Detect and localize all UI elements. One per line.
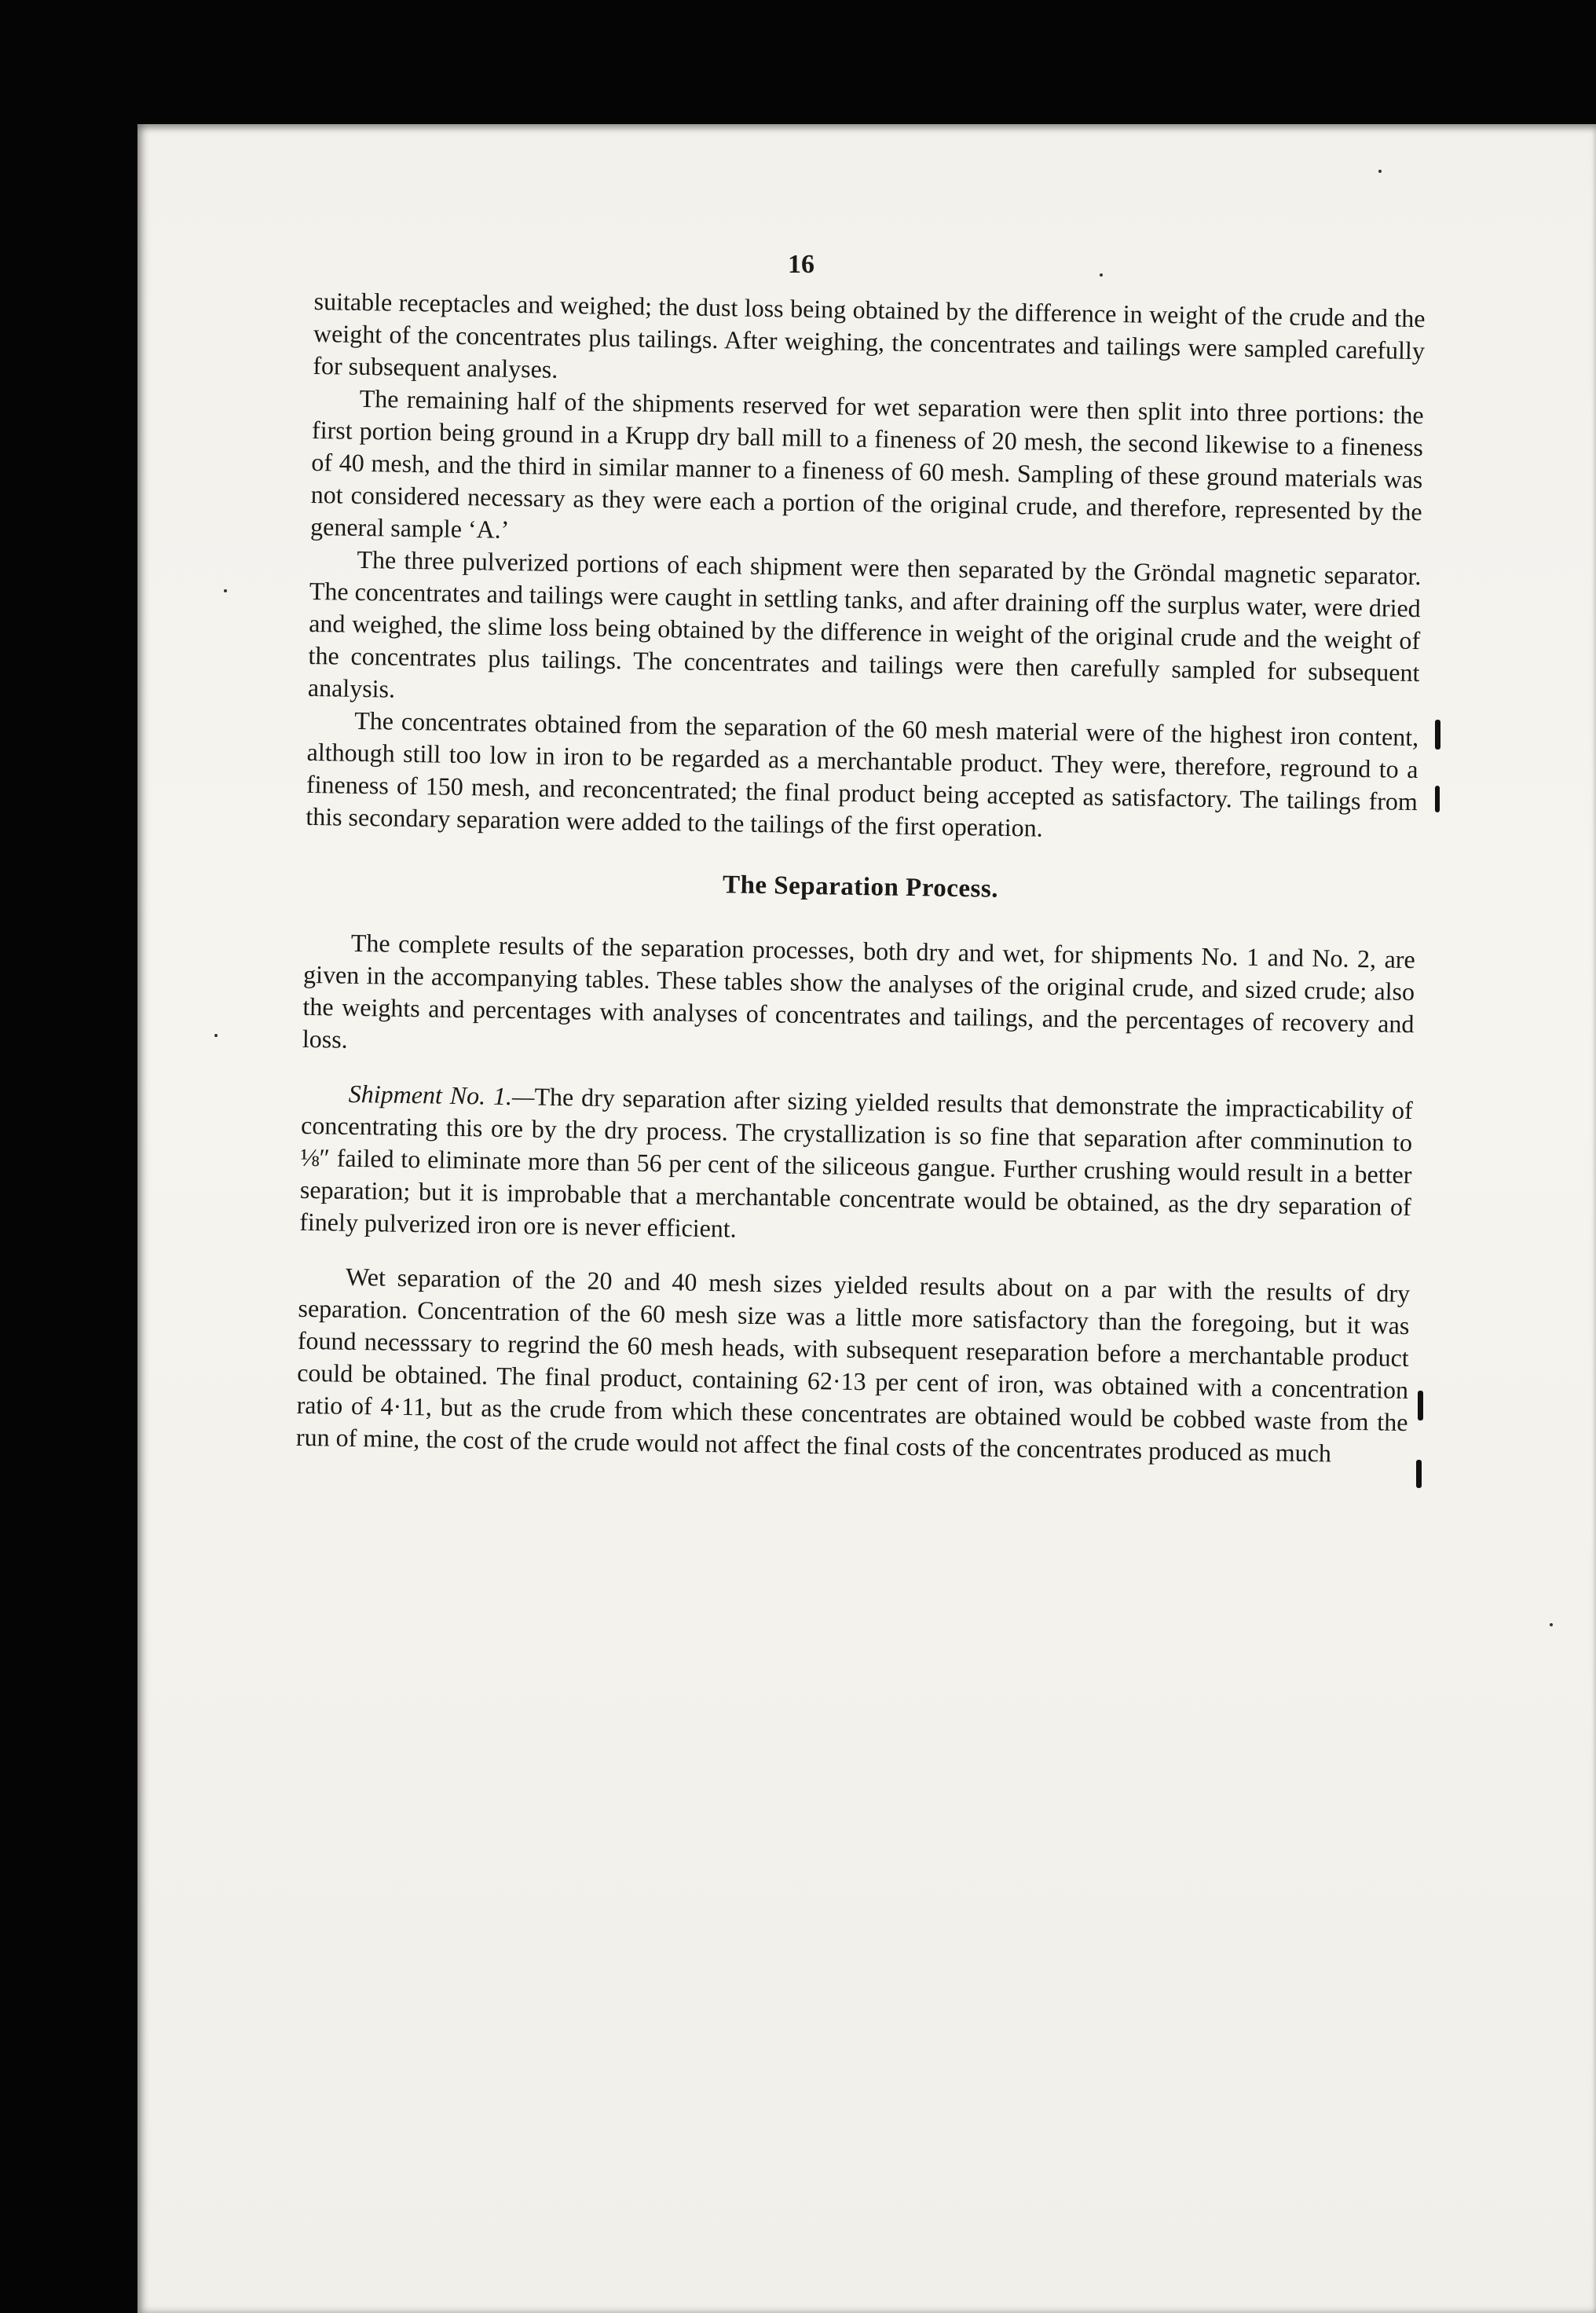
dust-speck: [214, 1034, 218, 1037]
paragraph-complete-results: The complete results of the separation processes, both dry and wet, for shipments No. 1 and No. 2, are given in the accompanying tables. These tables show the analyses of the original crude, and sized crude; also the weights and percentages with analyses of concentrates and tailings, and the percentages of recovery and loss.: [302, 928, 1415, 1054]
paragraph-regrinding: The concentrates obtained from the separation of the 60 mesh material were of the highest iron content, although still too low in iron to be regarded as a merchantable product. They were, therefore, reground to a fineness of 150 mesh, and reconcentrated; the final product being accepted as satisfactory. The tailings from this secondary separation were added to the tailings of the first operation.: [306, 706, 1419, 842]
page-number: 16: [788, 250, 814, 279]
paper-sheet: [137, 124, 1596, 2313]
dust-speck: [1100, 273, 1103, 277]
body-text: [296, 285, 1426, 1471]
dust-speck: [224, 589, 227, 592]
shipment-1-text: The dry separation after sizing yielded results that demonstrate the impracticability of concentrating this ore by the dry process. The crystallization is so fine that separation after comminution to ⅛″ failed to eliminate more than 56 per cent of the siliceous gangue. Further crushing would result in a better separation; but it is improbable that a merchantable concentrate would be obtained, as the dry separation of finely pulverized iron ore is never efficient.: [298, 1082, 1413, 1243]
paragraph-grondal-separator: The three pulverized portions of each shipment were then separated by the Gröndal magnetic separator. The concentrates and tailings were caught in settling tanks, and after draining off the surplus water, were dried and weighed, the slime loss being obtained by the difference in weight of the original crude and the weight of the concentrates plus tailings. The concentrates and tailings were then carefully sampled for subsequent analysis.: [307, 544, 1422, 703]
margin-mark: [1435, 786, 1440, 812]
paragraph-dust-loss: suitable receptacles and weighed; the dust loss being obtained by the difference in weight of the crude and the weight of the concentrates plus tailings. After weighing, the concentrates and tailings were sampled carefully for subsequent analyses.: [313, 286, 1426, 383]
margin-mark: [1435, 720, 1440, 750]
paragraph-wet-separation-results: Wet separation of the 20 and 40 mesh sizes yielded results about on a par with the results of dry separation. Concentration of the 60 mesh size was a little more satisfactory than the foregoing, but it was found necesssary to regrind the 60 mesh heads, with subsequent reseparation before a merchantable product could be obtained. The final product, containing 62·13 per cent of iron, was obtained with a concentration ratio of 4·11, but as the crude from which these concentrates are obtained would be cobbed waste from the run of mine, the cost of the crude would not affect the final costs of the concentrates produced as much: [295, 1262, 1411, 1468]
shipment-lead: Shipment No. 1.—: [348, 1079, 535, 1111]
paragraph-wet-separation-split: The remaining half of the shipments reserved for wet separation were then split into three portions: the first portion being ground in a Krupp dry ball mill to a fineness of 20 mesh, the second likewise to a fineness of 40 mesh, and the third in similar manner to a fineness of 60 mesh. Sampling of these ground materials was not considered necessary as they were each a portion of the original crude, and therefore, represented by the general sample ‘A.’: [309, 383, 1424, 544]
dust-speck: [1550, 1623, 1553, 1626]
section-heading: The Separation Process.: [722, 871, 999, 904]
margin-mark: [1416, 1460, 1422, 1488]
dust-speck: [1378, 170, 1382, 173]
paragraph-shipment-1: [299, 1077, 1413, 1255]
margin-mark: [1418, 1391, 1423, 1420]
